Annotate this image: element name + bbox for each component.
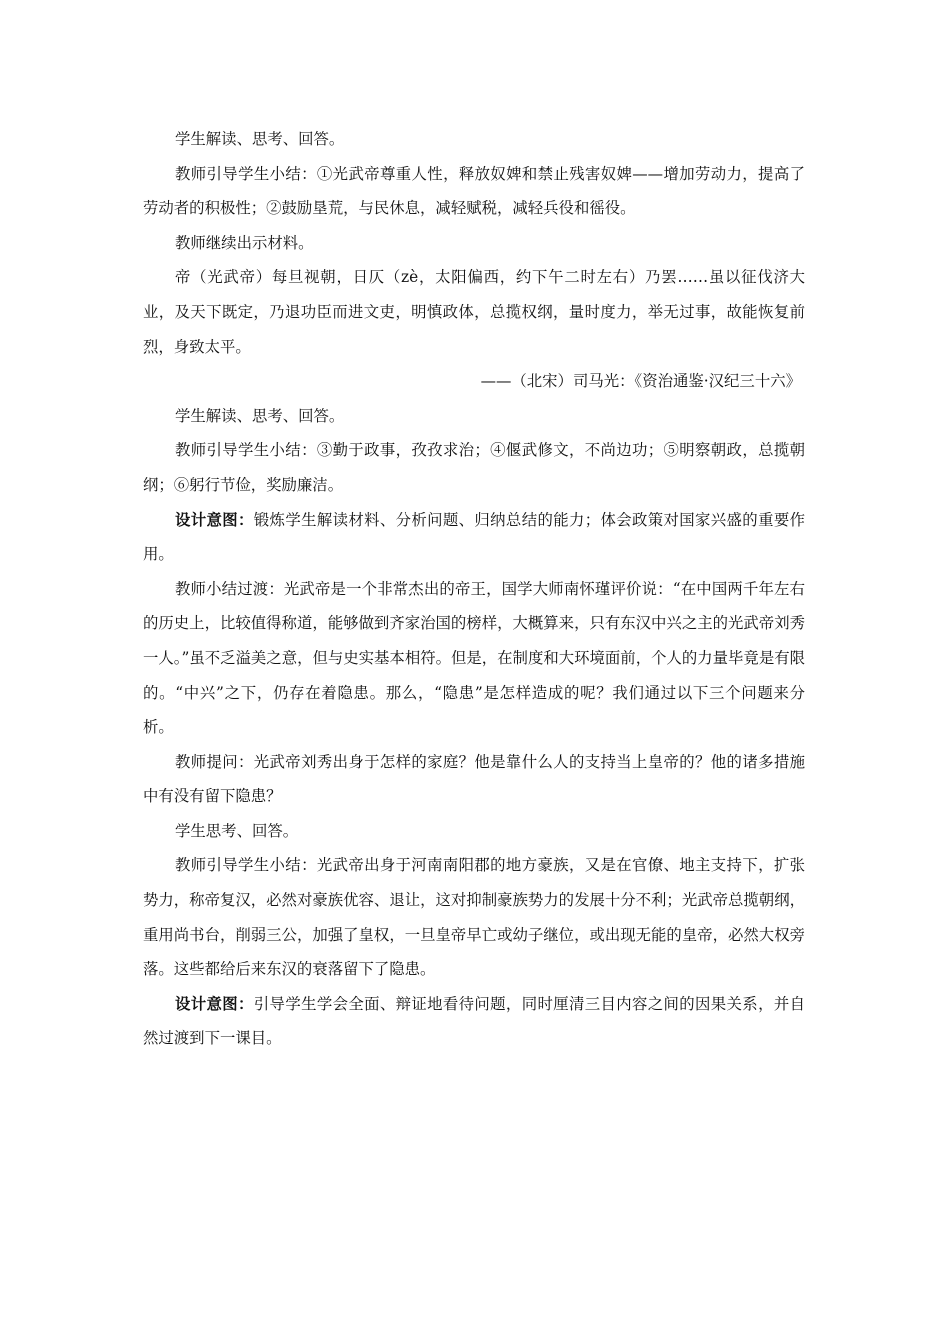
paragraph-text: 学生解读、思考、回答。 [175, 406, 345, 425]
paragraph-text: 教师引导学生小结：③勤于政事，孜孜求治；④偃武修文，不尚边功；⑤明察朝政，总揽朝纲；⑥躬行节俭，奖励廉洁。 [143, 441, 805, 494]
citation-source [143, 364, 805, 399]
paragraph-text: 教师提问：光武帝刘秀出身于怎样的家庭？他是靠什么人的支持当上皇帝的？他的诸多措施中有没有留下隐患？ [143, 752, 805, 806]
document-body [143, 122, 805, 1056]
paragraph-text: 学生思考、回答。 [175, 821, 299, 840]
paragraph-teacher-summary-3 [143, 848, 805, 986]
design-intent-label: 设计意图： [175, 994, 254, 1013]
paragraph-text: 教师引导学生小结：①光武帝尊重人性，释放奴婢和禁止残害奴婢——增加劳动力，提高了劳动者的积极性；②鼓励垦荒，与民休息，减轻赋税，减轻兵役和徭役。 [143, 164, 805, 218]
paragraph-teacher-summary-2 [143, 433, 805, 502]
paragraph-teacher-transition [143, 572, 805, 745]
paragraph-teacher-material [143, 226, 805, 261]
paragraph-quoted-material [143, 260, 805, 364]
paragraph-text: 锻炼学生解读材料、分析问题、归纳总结的能力；体会政策对国家兴盛的重要作用。 [143, 510, 805, 564]
paragraph-design-intent-2 [143, 987, 805, 1056]
paragraph-text: 引导学生学会全面、辩证地看待问题，同时厘清三目内容之间的因果关系，并自然过渡到下一课目。 [143, 994, 805, 1048]
design-intent-label: 设计意图： [175, 510, 254, 529]
paragraph-text: 教师小结过渡：光武帝是一个非常杰出的帝王，国学大师南怀瑾评价说：“在中国两千年左右的历史上，比较值得称道，能够做到齐家治国的榜样，大概算来，只有东汉中兴之主的光武帝刘秀一人。”虽不乏溢美之意，但与史实基本相符。但是，在制度和大环境面前，个人的力量毕竟是有限的。“中兴”之下，仍存在着隐患。那么，“隐患”是怎样造成的呢？我们通过以下三个问题来分析。 [143, 579, 805, 737]
paragraph-text: 学生解读、思考、回答。 [175, 130, 345, 148]
citation-text: ——（北宋）司马光：《资治通鉴·汉纪三十六》 [480, 372, 801, 391]
paragraph-teacher-question [143, 745, 805, 814]
paragraph-teacher-summary-1 [143, 157, 805, 226]
paragraph-text: 帝（光武帝）每旦视朝，日仄（zè，太阳偏西，约下午二时左右）乃罢……虽以征伐济大业，及天下既定，乃退功臣而进文吏，明慎政体，总揽权纲，量时度力，举无过事，故能恢复前烈，身致太平。 [143, 268, 805, 356]
paragraph-design-intent-1 [143, 503, 805, 572]
paragraph-student-answer-2 [143, 399, 805, 434]
paragraph-text: 教师引导学生小结：光武帝出身于河南南阳郡的地方豪族，又是在官僚、地主支持下，扩张势力，称帝复汉，必然对豪族优容、退让，这对抑制豪族势力的发展十分不利；光武帝总揽朝纲，重用尚书台，削弱三公，加强了皇权，一旦皇帝早亡或幼子继位，或出现无能的皇帝，必然大权旁落。这些都给后来东汉的衰落留下了隐患。 [143, 856, 805, 979]
paragraph-text: 教师继续出示材料。 [175, 233, 314, 252]
paragraph-student-answer-3 [143, 814, 805, 849]
paragraph-student-answer-1 [143, 122, 805, 157]
